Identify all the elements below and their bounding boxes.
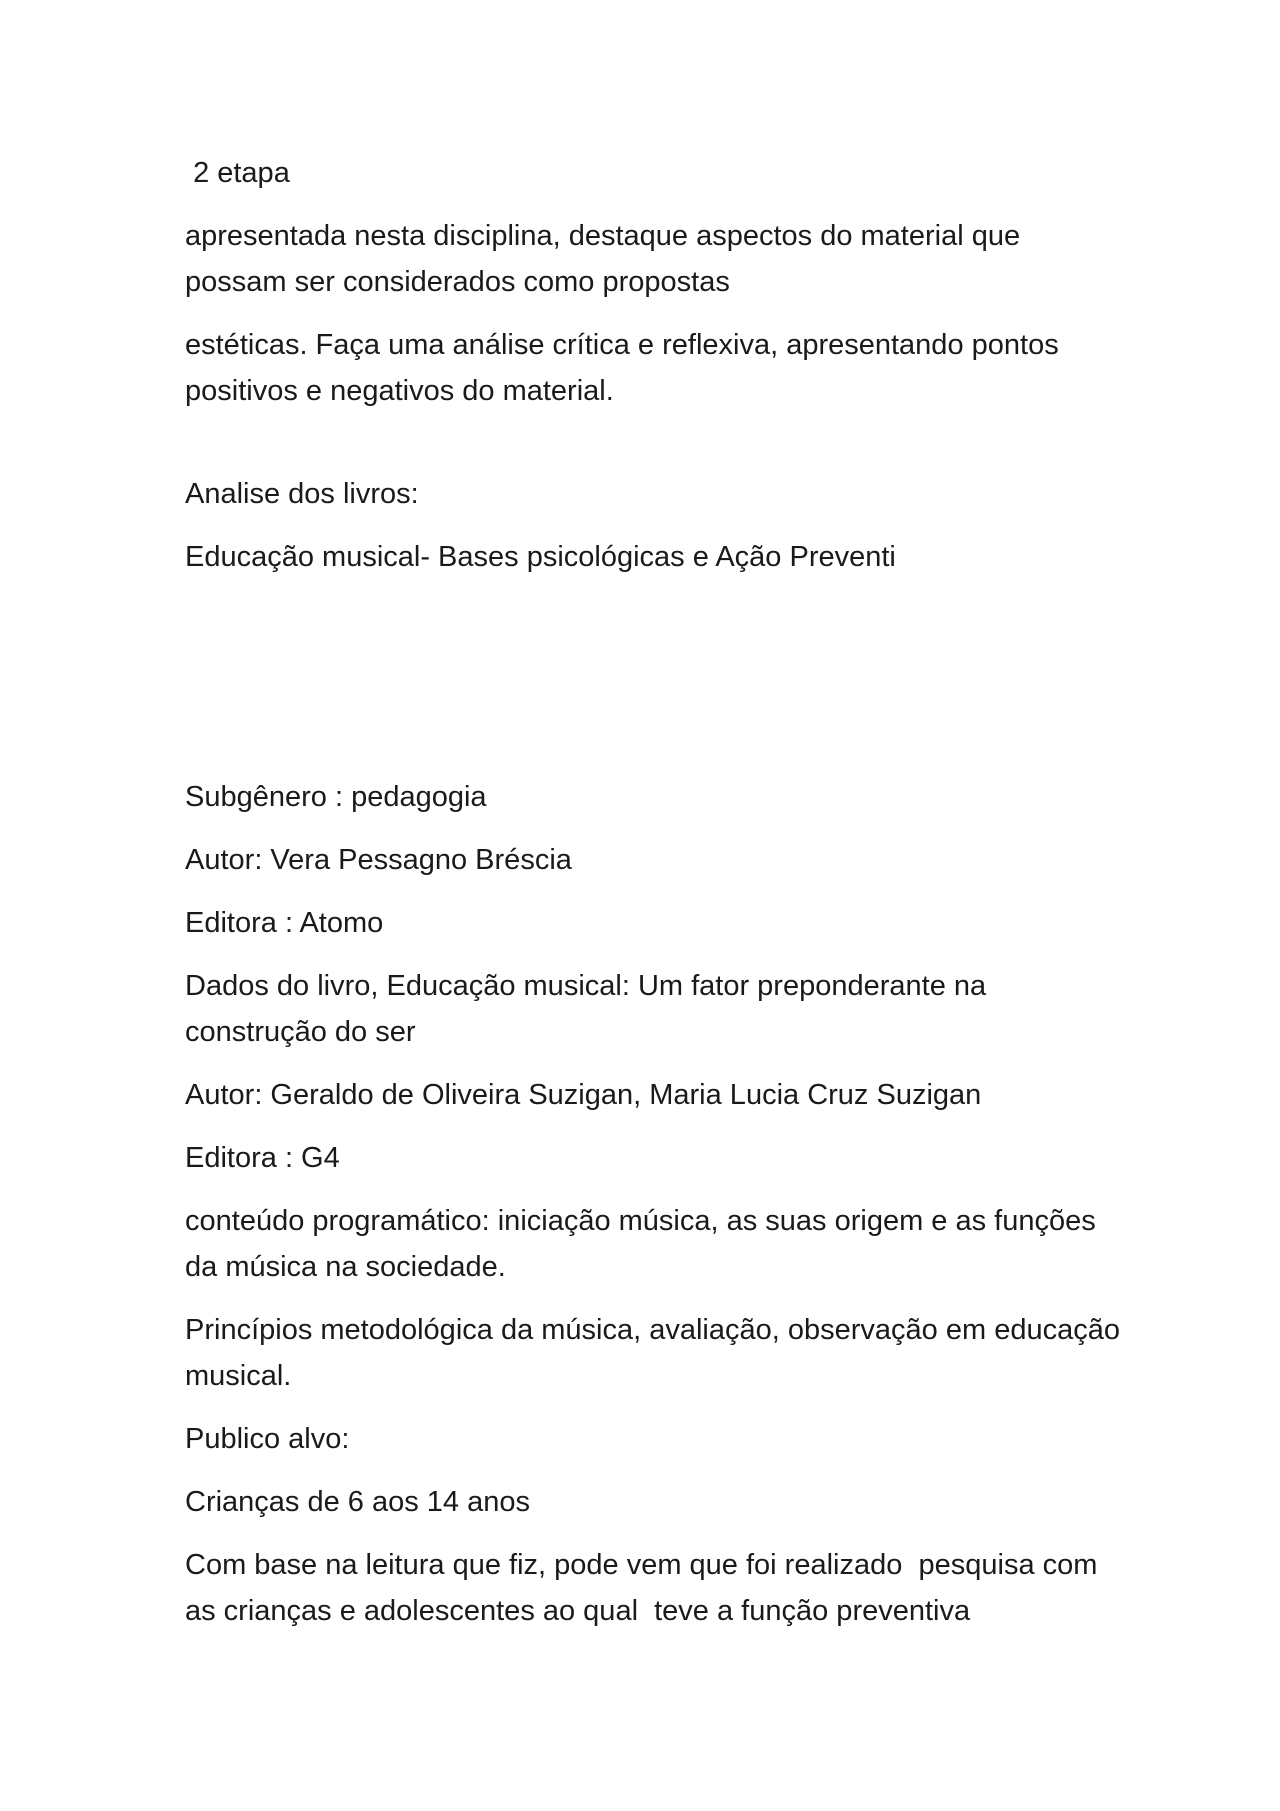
book1-publisher: Editora : Atomo (185, 907, 384, 939)
audience-label: Publico alvo: (185, 1423, 350, 1455)
analysis-label: Analise dos livros: (185, 478, 419, 510)
book1-author: Autor: Vera Pessagno Bréscia (185, 844, 572, 876)
heading: 2 etapa (185, 157, 290, 189)
intro-paragraph-2: estéticas. Faça uma análise crítica e reflexiva, apresentando pontos positivos e negativos do material. (185, 329, 1067, 407)
intro-paragraph-1: apresentada nesta disciplina, destaque aspectos do material que possam ser considerados como propostas (185, 220, 1029, 298)
principles: Princípios metodológica da música, avaliação, observação em educação musical. (185, 1314, 1129, 1392)
book2-data: Dados do livro, Educação musical: Um fator preponderante na construção do ser (185, 970, 995, 1048)
program-content: conteúdo programático: iniciação música, as suas origem e as funções da música na sociedade. (185, 1205, 1104, 1283)
audience: Crianças de 6 aos 14 anos (185, 1486, 530, 1518)
book2-author: Autor: Geraldo de Oliveira Suzigan, Maria Lucia Cruz Suzigan (185, 1079, 982, 1111)
document-body (185, 150, 1129, 1651)
book2-publisher: Editora : G4 (185, 1142, 340, 1174)
spacer (185, 431, 1125, 471)
conclusion: Com base na leitura que fiz, pode vem que foi realizado pesquisa com as crianças e adolescentes ao qual teve a função preventiva (185, 1549, 1106, 1627)
spacer (185, 597, 1125, 774)
book1-title: Educação musical- Bases psicológicas e Ação Preventi (185, 541, 896, 573)
subgenre: Subgênero : pedagogia (185, 781, 487, 813)
